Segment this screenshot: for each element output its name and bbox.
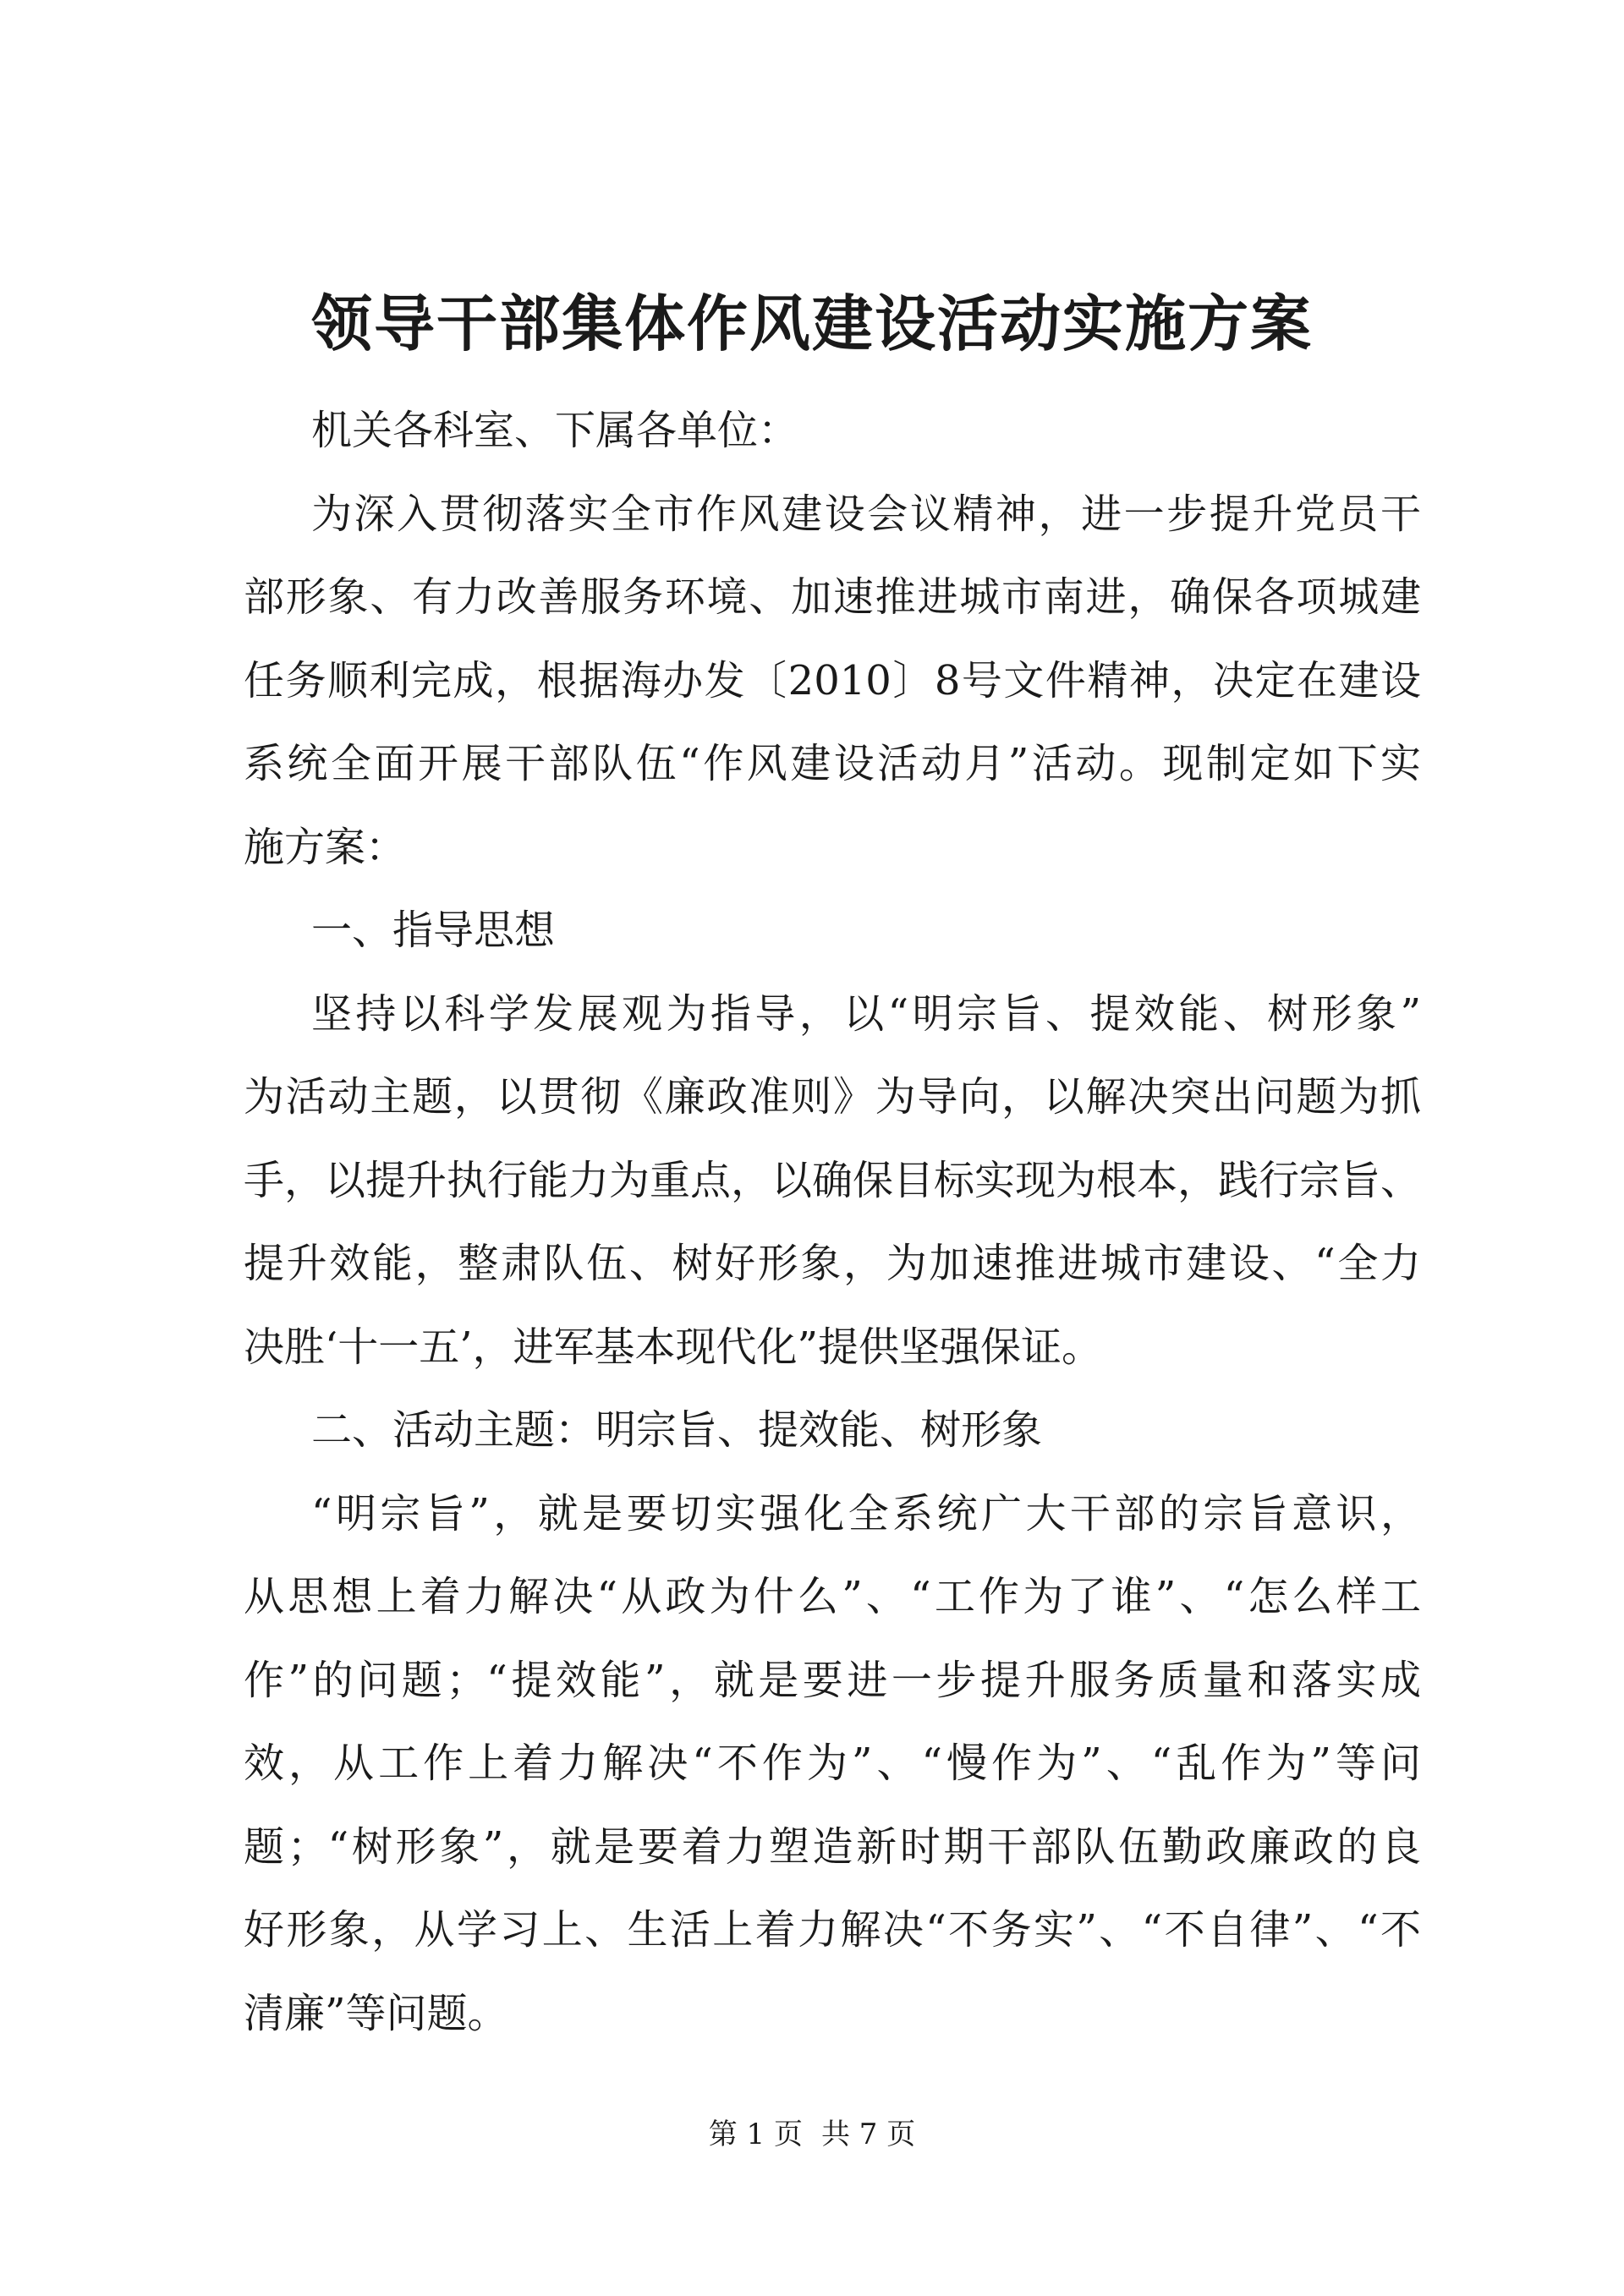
paragraph-line: 部形象、有力改善服务环境、加速推进城市南进，确保各项城建 [244, 573, 1421, 621]
paragraph-line: 从思想上着力解决“从政为什么”、“工作为了谁”、“怎么样工 [244, 1573, 1421, 1620]
section-heading: 二、活动主题：明宗旨、提效能、树形象 [311, 1406, 1043, 1454]
paragraph-line: “明宗旨”，就是要切实强化全系统广大干部的宗旨意识， [311, 1489, 1421, 1537]
paragraph-line: 手，以提升执行能力为重点，以确保目标实现为根本，践行宗旨、 [244, 1156, 1421, 1204]
page-total: 共 7 页 [821, 2118, 916, 2151]
salutation-line: 机关各科室、下属各单位： [311, 407, 799, 454]
paragraph-line: 清廉”等问题。 [244, 1989, 508, 2037]
paragraph-line: 决胜‘十一五’，进军基本现代化”提供坚强保证。 [244, 1323, 1103, 1371]
paragraph-line: 任务顺利完成，根据海办发〔2010〕8号文件精神，决定在建设 [244, 656, 1421, 704]
paragraph-line: 为活动主题，以贯彻《廉政准则》为导向，以解决突出问题为抓 [244, 1073, 1421, 1121]
paragraph-line: 好形象，从学习上、生活上着力解决“不务实”、“不自律”、“不 [244, 1906, 1421, 1954]
page-footer [0, 2116, 1624, 2153]
paragraph-line: 施方案： [244, 823, 407, 871]
document-title: 领导干部集体作风建设活动实施方案 [310, 288, 1313, 359]
paragraph-line: 效，从工作上着力解决“不作为”、“慢作为”、“乱作为”等问 [244, 1740, 1421, 1787]
paragraph-line: 为深入贯彻落实全市作风建设会议精神，进一步提升党员干 [311, 490, 1421, 538]
paragraph-line: 题；“树形象”，就是要着力塑造新时期干部队伍勤政廉政的良 [244, 1822, 1421, 1871]
paragraph-line: 系统全面开展干部队伍“作风建设活动月”活动。现制定如下实 [244, 740, 1421, 787]
page-number: 第 1 页 [708, 2118, 803, 2151]
paragraph-line: 坚持以科学发展观为指导，以“明宗旨、提效能、树形象” [311, 989, 1421, 1038]
paragraph-line: 提升效能，整肃队伍、树好形象，为加速推进城市建设、“全力 [244, 1240, 1421, 1287]
section-heading: 一、指导思想 [311, 907, 556, 954]
paragraph-line: 作”的问题；“提效能”，就是要进一步提升服务质量和落实成 [244, 1656, 1421, 1704]
document-body [244, 389, 1421, 2055]
